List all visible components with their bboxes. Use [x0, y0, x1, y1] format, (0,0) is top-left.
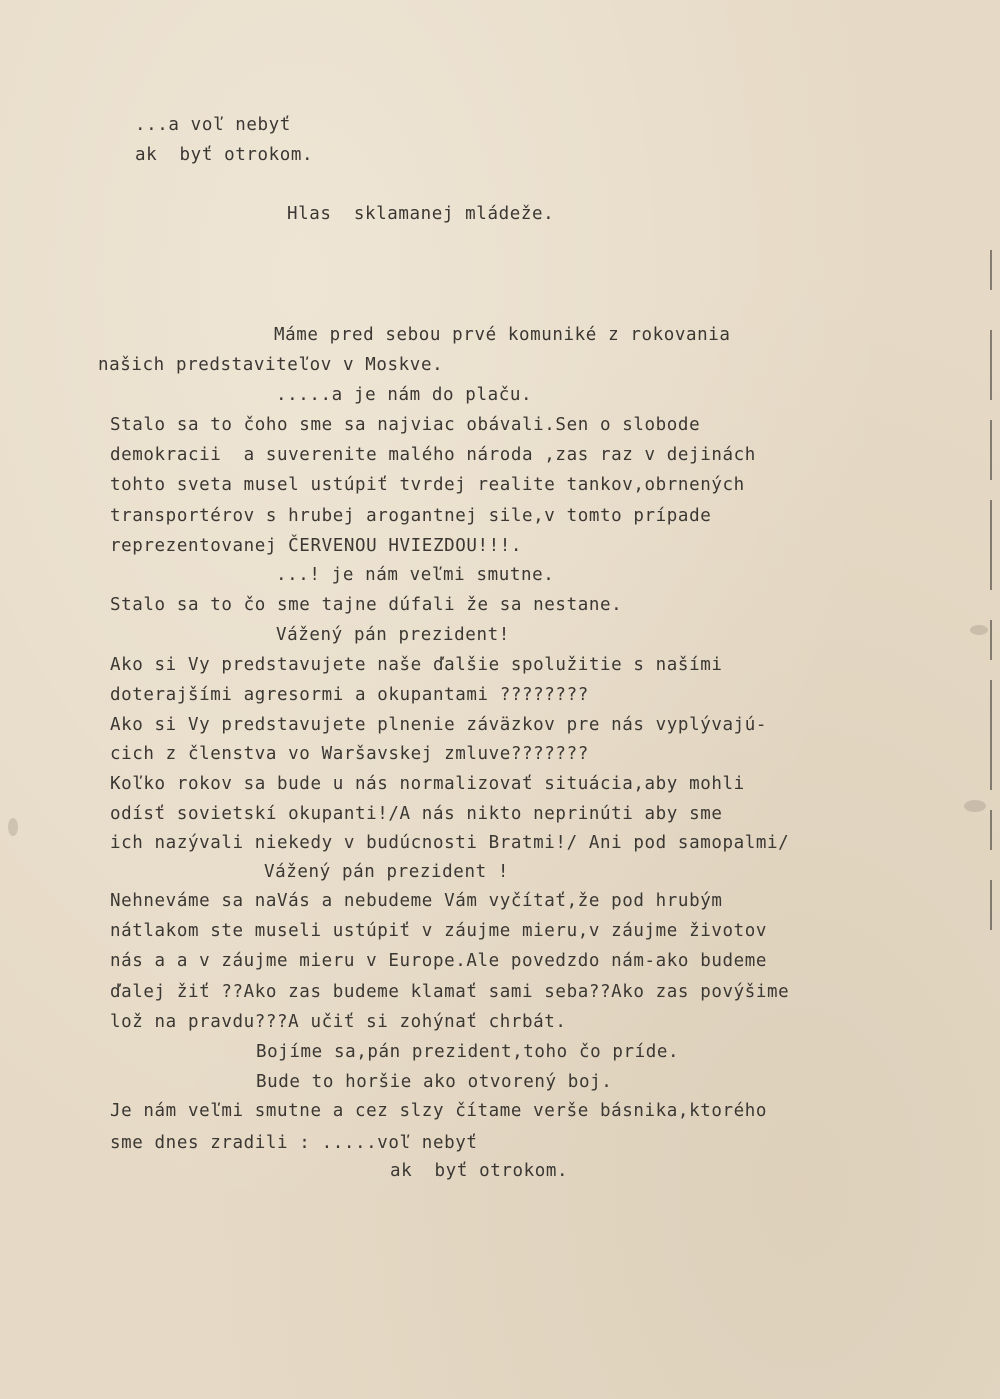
body-line-21: nátlakom ste museli ustúpiť v záujme mieru,v záujme životov: [110, 921, 768, 941]
body-line-18: ich nazývali niekedy v budúcnosti Bratmi!/ Ani pod samopalmi/: [110, 833, 790, 853]
body-line-27: Je nám veľmi smutne a cez slzy čítame verše básnika,ktorého: [110, 1101, 768, 1121]
body-line-5: demokracii a suverenite malého národa ,zas raz v dejinách: [110, 445, 756, 465]
paper-smudge: [8, 818, 18, 836]
header-line-2: ak byť otrokom.: [135, 145, 314, 165]
body-line-14: Ako si Vy predstavujete plnenie záväzkov pre nás vyplývajú-: [110, 715, 768, 735]
body-line-26: Bude to horšie ako otvorený boj.: [256, 1072, 613, 1092]
body-line-11: Vážený pán prezident!: [276, 625, 510, 645]
binding-edge-marks: [984, 240, 998, 940]
document-title: Hlas sklamanej mládeže.: [287, 204, 555, 224]
body-line-13: doterajšími agresormi a okupantami ????????: [110, 685, 589, 705]
body-line-20: Nehneváme sa naVás a nebudeme Vám vyčítať,že pod hrubým: [110, 891, 723, 911]
body-line-10: Stalo sa to čo sme tajne dúfali že sa nestane.: [110, 595, 623, 615]
body-line-3: .....a je nám do plaču.: [276, 385, 533, 405]
body-line-25: Bojíme sa,pán prezident,toho čo príde.: [256, 1042, 680, 1062]
body-line-7: transportérov s hrubej arogantnej sile,v tomto prípade: [110, 506, 712, 526]
body-line-4: Stalo sa to čoho sme sa najviac obávali.Sen o slobode: [110, 415, 701, 435]
body-line-1: Máme pred sebou prvé komuniké z rokovania: [274, 325, 731, 345]
body-line-12: Ako si Vy predstavujete naše ďalšie spolužitie s našími: [110, 655, 723, 675]
body-line-16: Koľko rokov sa bude u nás normalizovať situácia,aby mohli: [110, 774, 745, 794]
body-line-19: Vážený pán prezident !: [264, 862, 509, 882]
body-line-29: ak byť otrokom.: [390, 1161, 569, 1181]
body-line-2: našich predstaviteľov v Moskve.: [98, 355, 444, 375]
body-line-24: lož na pravdu???A učiť si zohýnať chrbát.: [110, 1012, 567, 1032]
body-line-15: cich z členstva vo Waršavskej zmluve???????: [110, 744, 589, 764]
header-line-1: ...a voľ nebyť: [135, 115, 291, 135]
paper-smudge: [964, 800, 986, 812]
body-line-22: nás a a v záujme mieru v Europe.Ale povedzdo nám-ako budeme: [110, 951, 768, 971]
body-line-28: sme dnes zradili : .....voľ nebyť: [110, 1133, 478, 1153]
body-line-8: reprezentovanej ČERVENOU HVIEZDOU!!!.: [110, 536, 523, 556]
body-line-23: ďalej žiť ??Ako zas budeme klamať sami seba??Ako zas povýšime: [110, 982, 790, 1002]
paper-smudge: [970, 625, 988, 635]
body-line-6: tohto sveta musel ustúpiť tvrdej realite tankov,obrnených: [110, 475, 745, 495]
body-line-17: odísť sovietskí okupanti!/A nás nikto neprinúti aby sme: [110, 804, 723, 824]
body-line-9: ...! je nám veľmi smutne.: [276, 565, 555, 585]
